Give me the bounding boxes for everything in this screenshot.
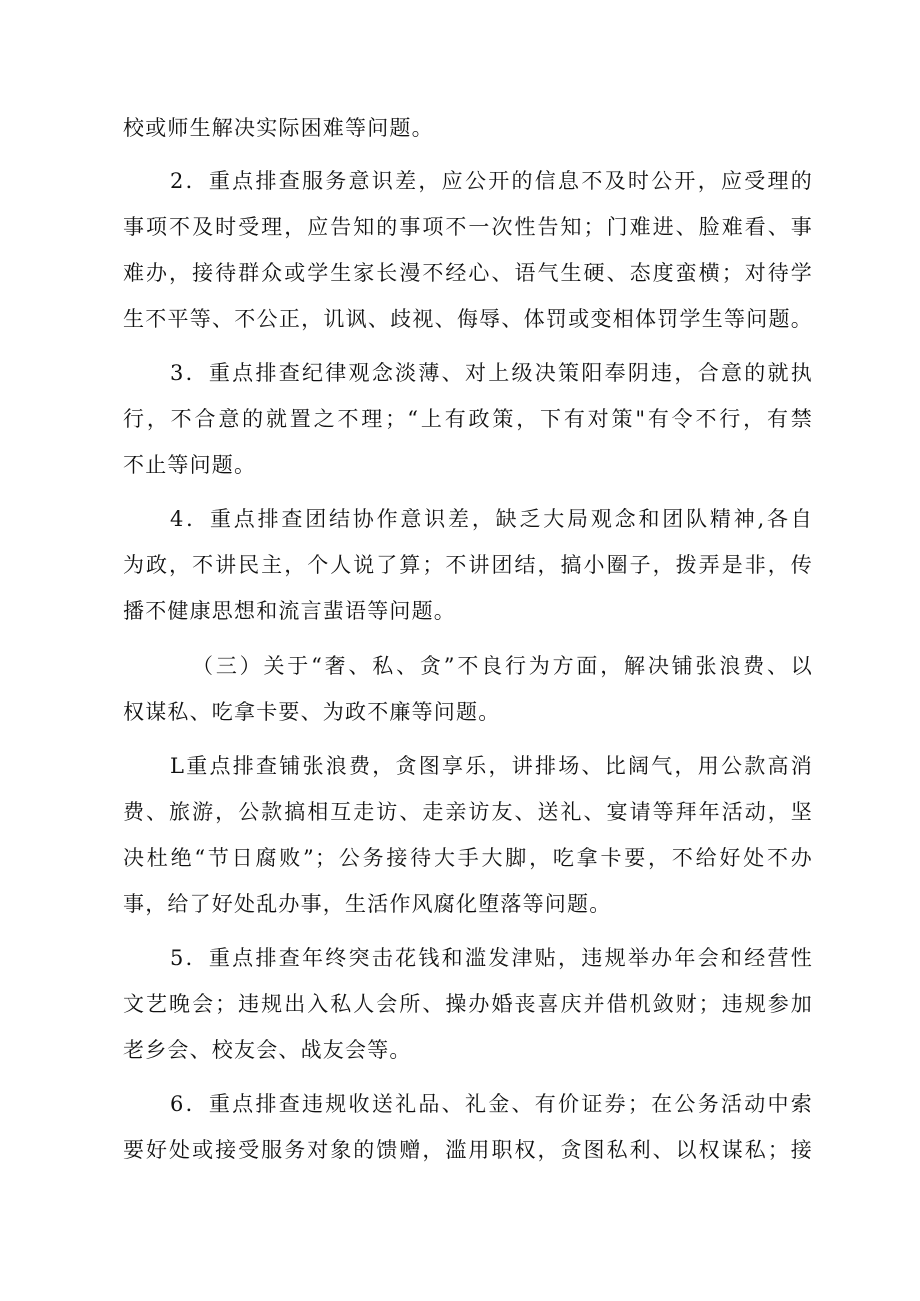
text-line: 老乡会、校友会、战友会等。 bbox=[123, 1038, 412, 1062]
text-line: 生不平等、不公正，讥讽、歧视、侮辱、体罚或变相体罚学生等问题。 bbox=[123, 307, 813, 331]
text-line: 播不健康思想和流言蜚语等问题。 bbox=[123, 599, 456, 623]
text-line: 要好处或接受服务对象的馈赠，滥用职权，贪图私利、以权谋私；接 bbox=[123, 1138, 813, 1162]
text-line: 难办，接待群众或学生家长漫不经心、语气生硬、态度蛮横；对待学 bbox=[123, 261, 813, 285]
text-line: 6．重点排查违规收送礼品、礼金、有价证券；在公务活动中索 bbox=[170, 1092, 813, 1116]
text-line: 决杜绝“节日腐败”；公务接待大手大脚，吃拿卡要，不给好处不办 bbox=[123, 846, 813, 870]
text-line: 4．重点排查团结协作意识差，缺乏大局观念和团队精神,各自 bbox=[170, 507, 813, 531]
text-line: L重点排查铺张浪费，贪图享乐，讲排场、比阔气，用公款高消 bbox=[170, 754, 813, 778]
section-heading-line: （三）关于“奢、私、贪”不良行为方面，解决铺张浪费、以 bbox=[192, 654, 813, 678]
text-line: 2．重点排查服务意识差，应公开的信息不及时公开，应受理的 bbox=[170, 169, 813, 193]
text-line: 不止等问题。 bbox=[123, 453, 257, 477]
text-line: 为政，不讲民主，个人说了算；不讲团结，搞小圈子，拨弄是非，传 bbox=[123, 553, 813, 577]
text-line: 事，给了好处乱办事，生活作风腐化堕落等问题。 bbox=[123, 892, 612, 916]
text-line: 文艺晚会；违规出入私人会所、操办婚丧喜庆并借机敛财；违规参加 bbox=[123, 992, 813, 1016]
text-line: 3．重点排查纪律观念淡薄、对上级决策阳奉阴违，合意的就执 bbox=[170, 361, 813, 385]
text-line: 费、旅游，公款搞相互走访、走亲访友、送礼、宴请等拜年活动，坚 bbox=[123, 800, 813, 824]
text-line: 事项不及时受理，应告知的事项不一次性告知；门难进、脸难看、事 bbox=[123, 215, 813, 239]
text-line: 校或师生解决实际困难等问题。 bbox=[123, 116, 434, 140]
text-line: 行，不合意的就置之不理；“上有政策，下有对策"有令不行，有禁 bbox=[123, 407, 813, 431]
text-line: 5．重点排查年终突击花钱和滥发津贴，违规举办年会和经营性 bbox=[170, 946, 813, 970]
section-heading-line: 权谋私、吃拿卡要、为政不廉等问题。 bbox=[123, 700, 501, 724]
